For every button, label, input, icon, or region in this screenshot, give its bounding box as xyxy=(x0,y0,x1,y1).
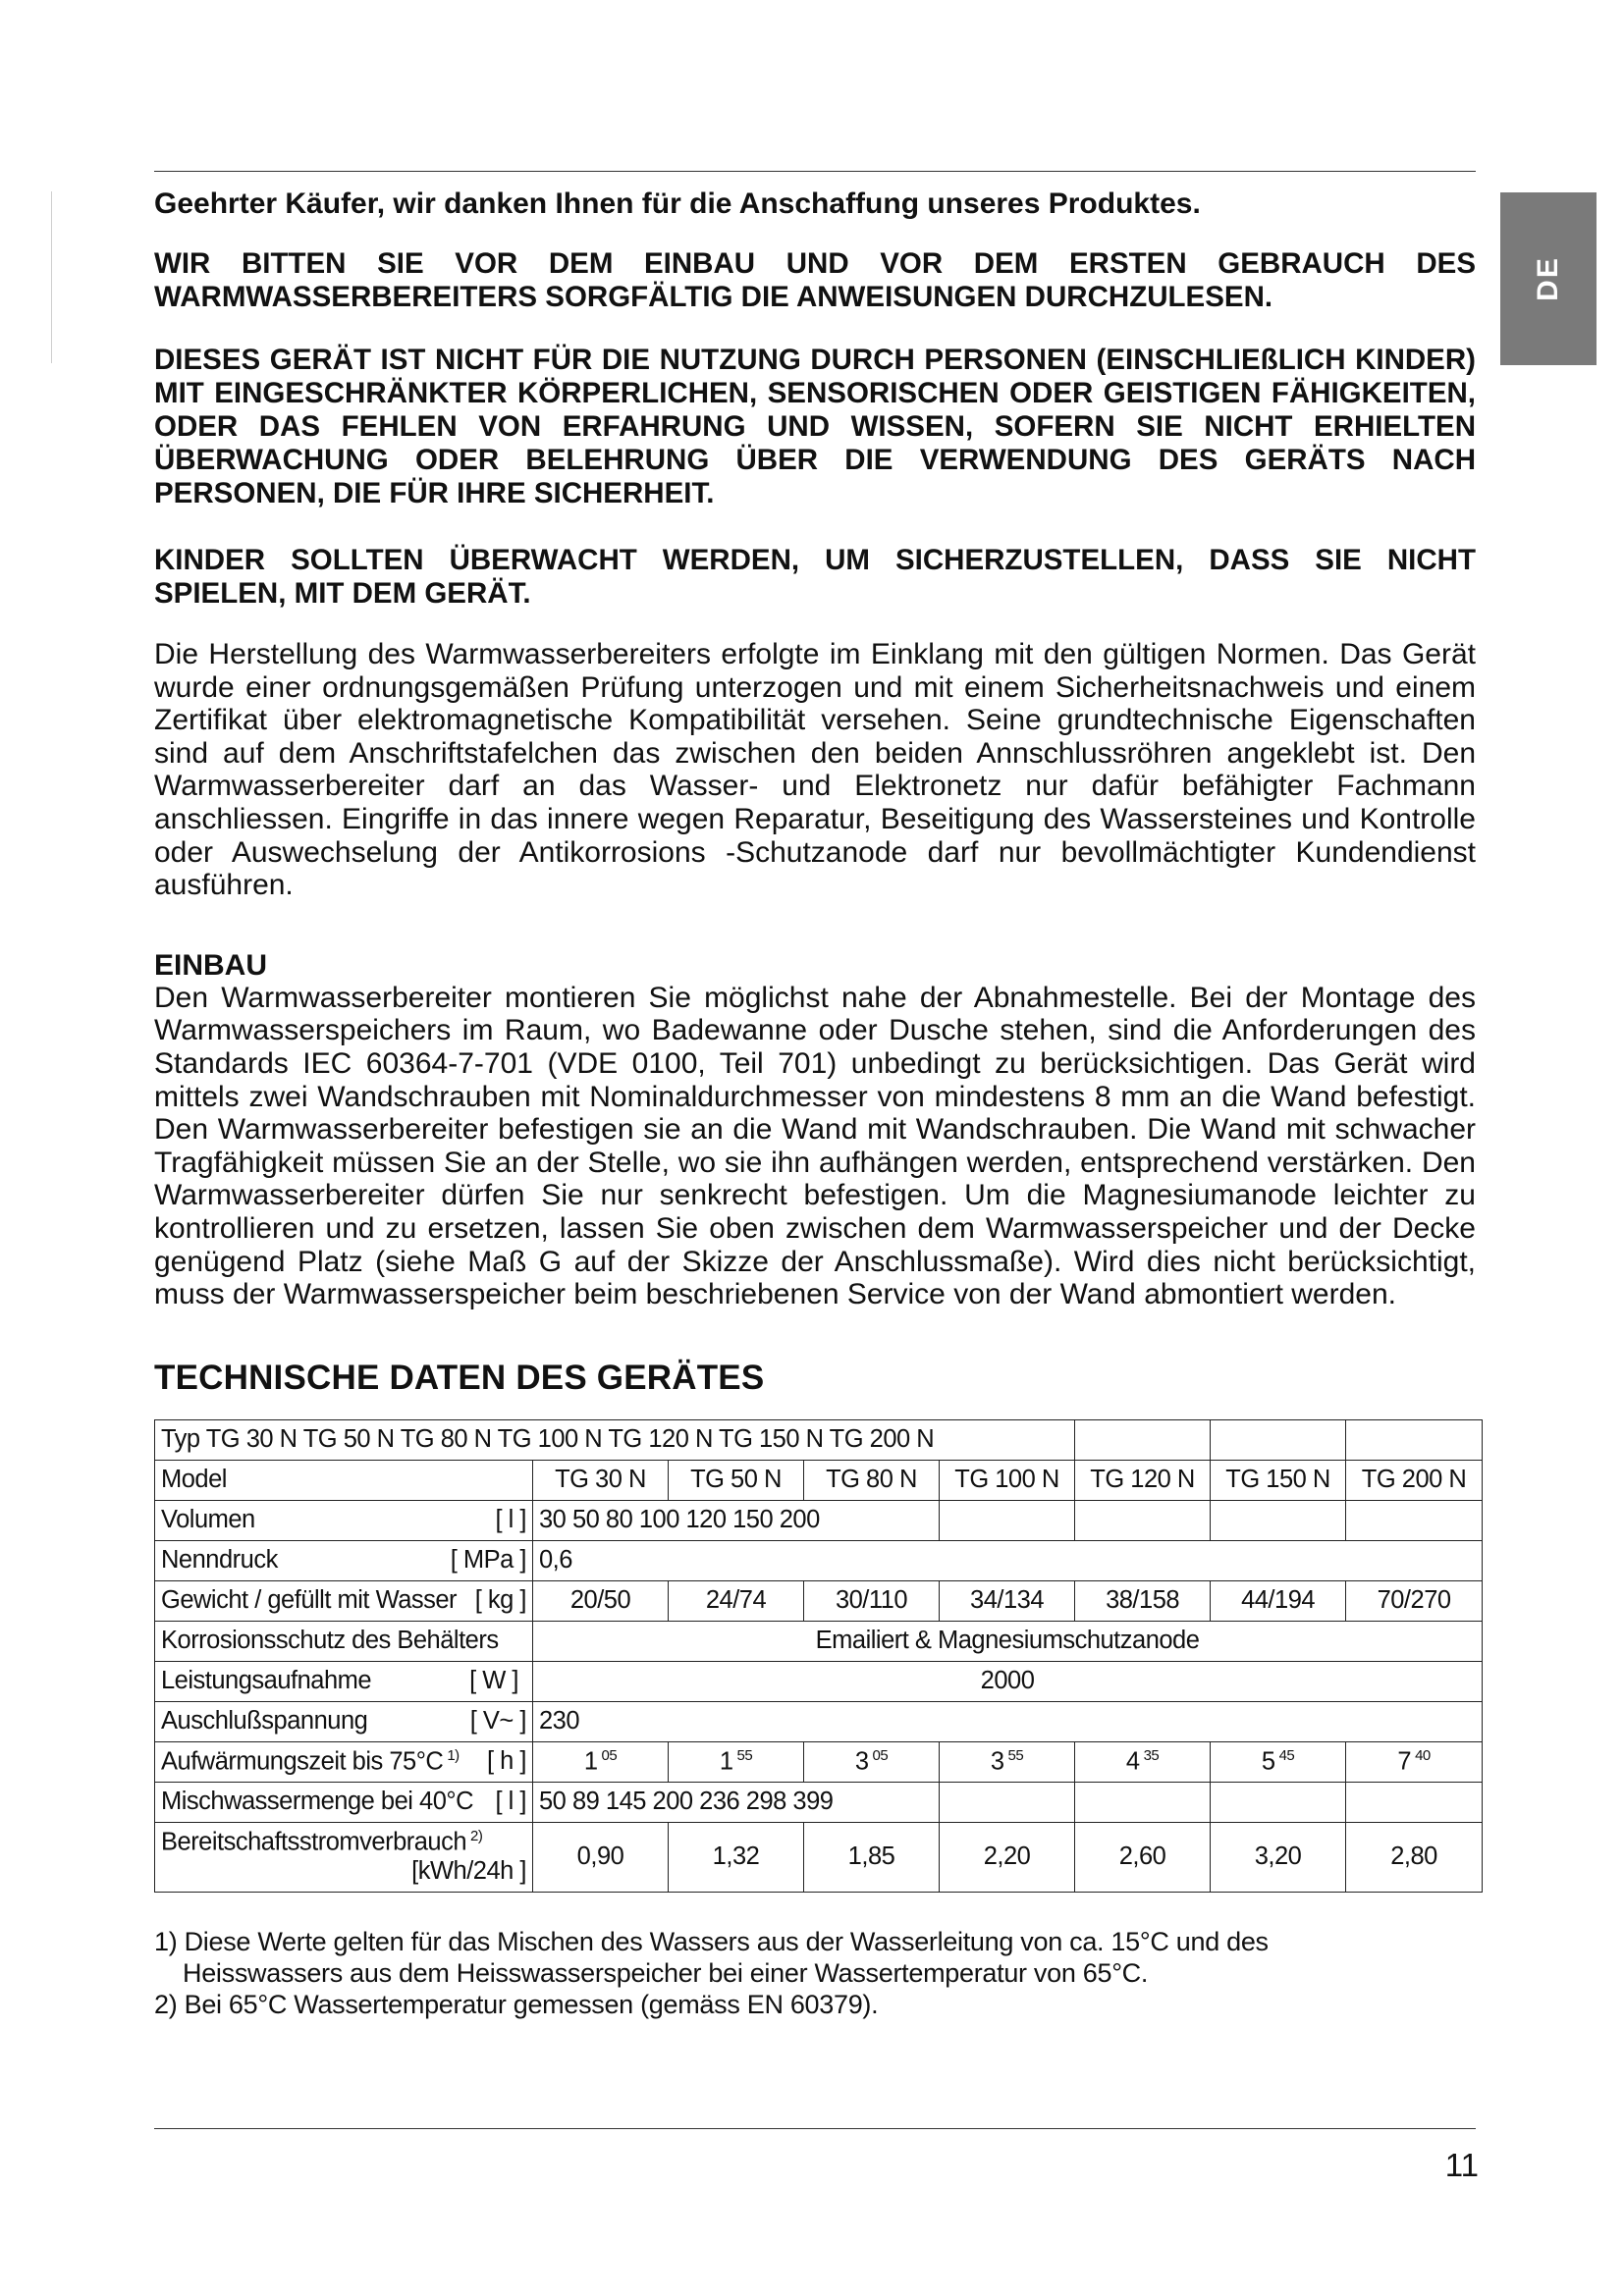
tech-data-table xyxy=(154,1419,1483,1893)
table-row xyxy=(155,1822,1483,1892)
gewicht-cell: 24/74 xyxy=(669,1580,804,1621)
minutes: 35 xyxy=(1143,1746,1160,1764)
einbau-paragraph: Den Warmwasserbereiter montieren Sie möglichst nahe der Abnahmestelle. Bei der Montage des Warmwasserspeichers im Raum, wo Badewanne oder Dusche stehen, sind die Anforderungen des Standards IEC 60364-7-701 (VDE 0100, Teil 701) unbedingt zu berücksichtigen. Das Gerät wird mittels zwei Wandschrauben mit Nominaldurchmesser von mindestens 8 mm an die Wand befestigt. Den Warmwasserbereiter befestigen sie an die Wand mit Wandschrauben. Die Wand mit schwacher Tragfähigkeit müssen Sie an der Stelle, wo sie ihn aufhängen werden, entsprechend verstärken. Den Warmwasserbereiter dürfen Sie nur senkrecht befestigen. Um die Magnesiumanode leichter zu kontrollieren und zu ersetzen, lassen Sie oben zwischen dem Warmwasserspeicher und der Decke genügend Platz (siehe Maß G auf der Skizze der Anschlussmaße). Wird dies nicht berücksichtigt, muss der Warmwasserspeicher beim beschriebenen Service von der Wand abmontiert werden. xyxy=(154,981,1476,1311)
bereitschaft-cell: 1,32 xyxy=(669,1822,804,1892)
footnote-2: 2) Bei 65°C Wassertemperatur gemessen (gemäss EN 60379). xyxy=(154,1989,879,2019)
model-cell: TG 80 N xyxy=(804,1460,940,1500)
gewicht-cell: 44/194 xyxy=(1211,1580,1346,1621)
hours: 4 xyxy=(1125,1747,1140,1776)
bereitschaft-cell: 0,90 xyxy=(533,1822,669,1892)
minutes: 55 xyxy=(1007,1746,1024,1764)
table-row xyxy=(155,1661,1483,1701)
einbau-heading: EINBAU xyxy=(154,948,268,982)
gewicht-cell: 70/270 xyxy=(1346,1580,1483,1621)
table-cell xyxy=(940,1500,1075,1540)
bereitschaft-label-cell xyxy=(155,1822,533,1892)
table-cell xyxy=(1346,1419,1483,1460)
minutes: 45 xyxy=(1278,1746,1295,1764)
table-cell xyxy=(1211,1782,1346,1822)
table-cell xyxy=(1075,1782,1211,1822)
leistung-label-cell xyxy=(155,1661,533,1701)
gewicht-label-cell xyxy=(155,1580,533,1621)
table-row xyxy=(155,1419,1483,1460)
page-number: 11 xyxy=(1444,2147,1479,2183)
spannung-label-cell xyxy=(155,1701,533,1741)
aufwaermung-cell xyxy=(1075,1741,1211,1782)
minutes: 55 xyxy=(736,1746,753,1764)
volumen-label-cell xyxy=(155,1500,533,1540)
footnotes xyxy=(154,1926,1476,2020)
gewicht-cell: 38/158 xyxy=(1075,1580,1211,1621)
language-tab-label: DE xyxy=(1532,256,1564,301)
spannung-unit: [ V~ ] xyxy=(469,1707,526,1735)
model-cell: TG 50 N xyxy=(669,1460,804,1500)
nenndruck-unit: [ MPa ] xyxy=(450,1546,526,1575)
aufwaermung-cell xyxy=(940,1741,1075,1782)
type-row-cell: Typ TG 30 N TG 50 N TG 80 N TG 100 N TG 120 N TG 150 N TG 200 N xyxy=(155,1419,1075,1460)
gewicht-cell: 34/134 xyxy=(940,1580,1075,1621)
table-cell xyxy=(1211,1500,1346,1540)
bereitschaft-cell: 1,85 xyxy=(804,1822,940,1892)
aufwaermung-cell xyxy=(1346,1741,1483,1782)
hours: 1 xyxy=(719,1747,733,1776)
model-cell: TG 30 N xyxy=(533,1460,669,1500)
aufwaermung-label: Aufwärmungszeit bis 75°C xyxy=(161,1747,444,1776)
model-cell: TG 200 N xyxy=(1346,1460,1483,1500)
model-label: Model xyxy=(155,1460,533,1500)
korrosion-value: Emailiert & Magnesiumschutzanode xyxy=(533,1621,1483,1661)
leistung-value: 2000 xyxy=(533,1661,1483,1701)
warning-read-instructions: WIR BITTEN SIE VOR DEM EINBAU UND VOR DEM ERSTEN GEBRAUCH DES WARMWASSERBEREITERS SORGFÄLTIG DIE ANWEISUNGEN DURCHZULESEN. xyxy=(154,247,1476,313)
minutes: 05 xyxy=(601,1746,618,1764)
greeting: Geehrter Käufer, wir danken Ihnen für die Anschaffung unseres Produktes. xyxy=(154,187,1201,220)
hours: 3 xyxy=(854,1747,869,1776)
bereitschaft-unit: [kWh/24h ] xyxy=(411,1856,526,1885)
mischwasser-unit: [ l ] xyxy=(495,1788,526,1816)
table-row xyxy=(155,1741,1483,1782)
gewicht-cell: 30/110 xyxy=(804,1580,940,1621)
bereitschaft-cell: 2,60 xyxy=(1075,1822,1211,1892)
warning-restricted-persons: DIESES GERÄT IST NICHT FÜR DIE NUTZUNG DURCH PERSONEN (EINSCHLIEßLICH KINDER) MIT EINGESCHRÄNKTER KÖRPERLICHEN, SENSORISCHEN ODER GEISTIGEN FÄHIGKEITEN, ODER DAS FEHLEN VON ERFAHRUNG UND WISSEN, SOFERN SIE NICHT ERHIELTEN ÜBERWACHUNG ODER BELEHRUNG ÜBER DIE VERWENDUNG DES GERÄTS NACH PERSONEN, DIE FÜR IHRE SICHERHEIT. xyxy=(154,344,1476,509)
aufwaermung-label-cell xyxy=(155,1741,533,1782)
gewicht-unit: [ kg ] xyxy=(474,1586,526,1615)
language-tab xyxy=(1500,192,1597,365)
footnote-1-continued: Heisswassers aus dem Heisswasserspeicher bei einer Wassertemperatur von 65°C. xyxy=(183,1957,1149,1988)
table-row xyxy=(155,1701,1483,1741)
mischwasser-label-cell xyxy=(155,1782,533,1822)
table-row xyxy=(155,1540,1483,1580)
gewicht-cell: 20/50 xyxy=(533,1580,669,1621)
footnote-1: 1) Diese Werte gelten für das Mischen des Wassers aus der Wasserleitung von ca. 15°C und des xyxy=(154,1926,1269,1956)
spannung-label: Auschlußspannung xyxy=(161,1707,368,1735)
aufwaermung-cell xyxy=(533,1741,669,1782)
leistung-label: Leistungsaufnahme xyxy=(161,1667,372,1695)
hours: 3 xyxy=(990,1747,1004,1776)
table-row xyxy=(155,1460,1483,1500)
hours: 7 xyxy=(1397,1747,1412,1776)
intro-paragraph: Die Herstellung des Warmwasserbereiters erfolgte im Einklang mit den gültigen Normen. Das Gerät wurde einer ordnungsgemäßen Prüfung unterzogen und mit einem Sicherheitsnachweis und einem Zertifikat über elektromagnetische Kompatibilität versehen. Seine grundtechnische Eigenschaften sind auf dem Anschriftstafelchen das zwischen den beiden Annschlussröhren angeklebt ist. Den Warmwasserbereiter darf an das Wasser- und Elektronetz nur dafür befähigter Fachmann anschliessen. Eingriffe in das innere wegen Reparatur, Beseitigung des Wassersteines und Kontrolle oder Auswechselung der Antikorrosions -Schutzanode darf nur bevollmächtigter Kundendienst ausführen. xyxy=(154,638,1476,902)
top-divider xyxy=(154,171,1476,172)
table-cell xyxy=(1211,1419,1346,1460)
footnote-ref-1: 1) xyxy=(447,1746,460,1764)
bereitschaft-label: Bereitschaftsstromverbrauch xyxy=(161,1828,467,1856)
model-cell: TG 120 N xyxy=(1075,1460,1211,1500)
bereitschaft-cell: 3,20 xyxy=(1211,1822,1346,1892)
aufwaermung-unit: [ h ] xyxy=(486,1746,526,1775)
table-cell xyxy=(1075,1419,1211,1460)
model-cell: TG 150 N xyxy=(1211,1460,1346,1500)
nenndruck-label-cell xyxy=(155,1540,533,1580)
korrosion-label: Korrosionsschutz des Behälters xyxy=(155,1621,533,1661)
hours: 5 xyxy=(1261,1747,1275,1776)
gewicht-label: Gewicht / gefüllt mit Wasser xyxy=(161,1586,458,1615)
aufwaermung-cell xyxy=(804,1741,940,1782)
warning-children: KINDER SOLLTEN ÜBERWACHT WERDEN, UM SICHERZUSTELLEN, DASS SIE NICHT SPIELEN, MIT DEM GERÄT. xyxy=(154,544,1476,610)
footnote-ref-2: 2) xyxy=(470,1828,483,1845)
table-cell xyxy=(1346,1782,1483,1822)
bottom-divider xyxy=(154,2128,1476,2129)
table-cell xyxy=(940,1782,1075,1822)
minutes: 05 xyxy=(872,1746,889,1764)
nenndruck-label: Nenndruck xyxy=(161,1546,278,1575)
bereitschaft-cell: 2,20 xyxy=(940,1822,1075,1892)
volumen-values: 30 50 80 100 120 150 200 xyxy=(533,1500,940,1540)
table-row xyxy=(155,1580,1483,1621)
table-row xyxy=(155,1500,1483,1540)
mischwasser-label: Mischwassermenge bei 40°C xyxy=(161,1788,474,1816)
aufwaermung-cell xyxy=(669,1741,804,1782)
bereitschaft-cell: 2,80 xyxy=(1346,1822,1483,1892)
nenndruck-value: 0,6 xyxy=(533,1540,1483,1580)
hours: 1 xyxy=(583,1747,598,1776)
margin-line xyxy=(51,191,52,363)
minutes: 40 xyxy=(1415,1746,1431,1764)
aufwaermung-cell xyxy=(1211,1741,1346,1782)
volumen-unit: [ l ] xyxy=(495,1506,526,1534)
leistung-unit: [ W ] xyxy=(469,1667,518,1695)
table-cell xyxy=(1075,1500,1211,1540)
tech-data-heading: TECHNISCHE DATEN DES GERÄTES xyxy=(154,1358,765,1397)
table-row xyxy=(155,1782,1483,1822)
volumen-label: Volumen xyxy=(161,1506,255,1534)
table-cell xyxy=(1346,1500,1483,1540)
spannung-value: 230 xyxy=(533,1701,1483,1741)
model-cell: TG 100 N xyxy=(940,1460,1075,1500)
table-row xyxy=(155,1621,1483,1661)
page-content xyxy=(154,187,1476,2020)
mischwasser-values: 50 89 145 200 236 298 399 xyxy=(533,1782,940,1822)
